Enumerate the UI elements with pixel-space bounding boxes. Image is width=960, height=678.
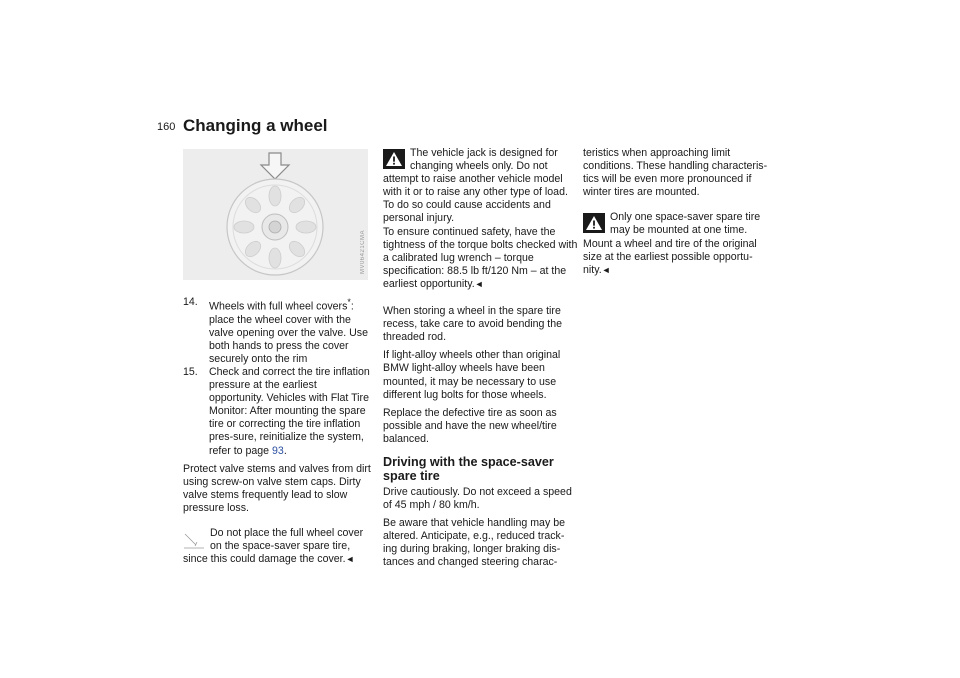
column-3: [583, 147, 778, 277]
warning-text-2: To ensure continued safety, have the tightness of the torque bolts checked with a calibrated lug wrench – torque specification: 88.5 lb ft/120 Nm – at the earliest opportunity.: [383, 225, 578, 290]
warning-block: [583, 211, 778, 276]
replace-tire-paragraph: Replace the defective tire as soon as possible and have the new wheel/tire balanced.: [383, 406, 557, 445]
warning-text: Mount a wheel and tire of the original size at the earliest possible opportu-nity.: [583, 237, 757, 276]
list-item: [183, 366, 373, 458]
alloy-wheels-paragraph: If light-alloy wheels other than original BMW light-alloy wheels have been mounted, it may be necessary to use different lug bolts for those wheels.: [383, 349, 561, 401]
note-block: [183, 527, 373, 566]
down-arrow-icon: [261, 153, 289, 179]
handling-continued-paragraph: teristics when approaching limit conditions. These handling characteris-tics will be even more pronounced if winter tires are mounted.: [583, 147, 768, 199]
wheel-cover-illustration: [183, 149, 368, 280]
storage-paragraph: When storing a wheel in the spare tire recess, take care to avoid bending the threaded rod.: [383, 305, 563, 344]
note-pencil-icon: [183, 529, 205, 549]
end-marker: ◄: [601, 264, 611, 275]
option-star: *: [347, 297, 351, 307]
note-line-2: on the space-saver spare tire,: [210, 540, 351, 553]
wheel-cover-figure: [183, 149, 368, 280]
page-reference-link[interactable]: 93: [272, 444, 284, 457]
warning-line-2: changing wheels only. Do not: [410, 160, 548, 173]
end-marker: ◄: [345, 554, 355, 565]
step-colon: :: [350, 300, 354, 313]
warning-text: attempt to raise another vehicle model with it or to raise any other type of load. To do so could cause accidents and personal injury.: [383, 173, 568, 225]
warning-line-2: may be mounted at one time.: [610, 224, 748, 237]
page-number: 160: [157, 121, 176, 133]
note-text: since this could damage the cover.: [183, 553, 346, 566]
step-text: Check and correct the tire inflation pressure at the earliest opportunity. Vehicles with Flat Tire Monitor: After mounting the spare tire or correcting the tire inflation pres-sure, reinitialize the system, refer to page: [209, 366, 370, 457]
step-number: 15.: [183, 366, 198, 378]
figure-code: MV06421CMA: [360, 229, 366, 274]
warning-icon: [383, 149, 405, 169]
warning-icon: [583, 213, 605, 233]
list-item: [183, 296, 373, 366]
step-number: 14.: [183, 296, 198, 308]
warning-line-1: Only one space-saver spare tire: [610, 211, 761, 224]
warning-block: [383, 147, 578, 291]
end-marker: ◄: [474, 278, 484, 289]
column-1: [183, 296, 373, 566]
page-title: Changing a wheel: [183, 116, 328, 135]
note-line-1: Do not place the full wheel cover: [210, 527, 364, 540]
step-text: place the wheel cover with the valve opening over the valve. Use both hands to press the cover securely onto the rim: [209, 313, 368, 365]
step-tail: .: [283, 444, 287, 457]
valve-paragraph: Protect valve stems and valves from dirt using screw-on valve stem caps. Dirty valve stems frequently lead to slow pressure loss.: [183, 462, 371, 514]
speed-paragraph: Drive cautiously. Do not exceed a speed of 45 mph / 80 km/h.: [383, 485, 572, 512]
warning-line-1: The vehicle jack is designed for: [410, 147, 558, 159]
section-heading: Driving with the space-saver spare tire: [383, 454, 554, 483]
column-2: [383, 147, 578, 570]
handling-paragraph: Be aware that vehicle handling may be altered. Anticipate, e.g., reduced track-ing during braking, longer braking dis-tances and changed steering charac-: [383, 517, 565, 569]
step-lead: Wheels with full wheel covers: [209, 300, 348, 313]
